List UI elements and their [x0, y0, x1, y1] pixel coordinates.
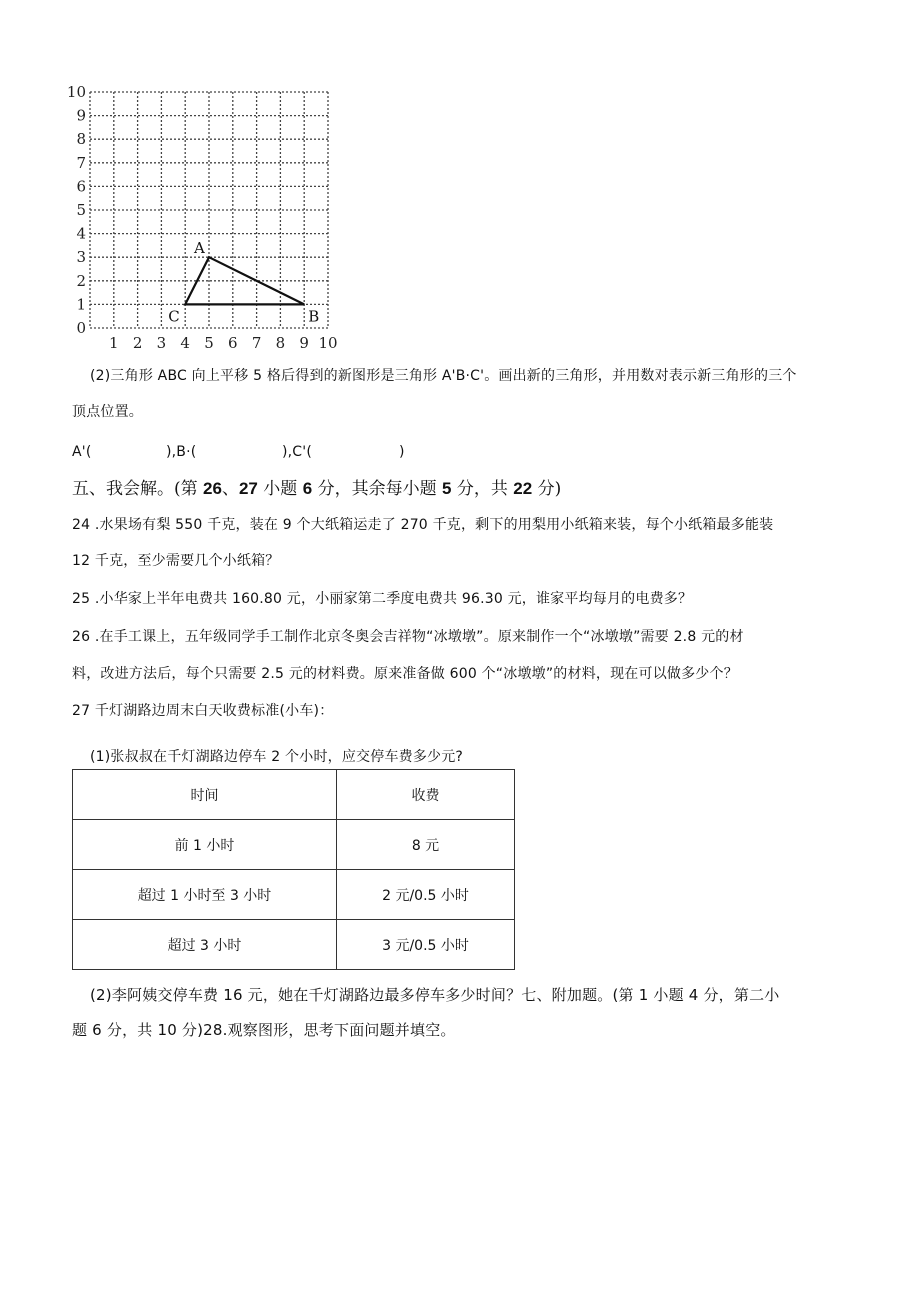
question-27-part1: (1)张叔叔在千灯湖路边停车 2 个小时，应交停车费多少元? [90, 749, 464, 765]
svg-text:3: 3 [156, 334, 167, 352]
cell-fee: 3 元/0.5 小时 [337, 920, 515, 970]
svg-text:5: 5 [204, 334, 214, 352]
heading-text: 小题 [257, 479, 303, 499]
header-time: 时间 [73, 770, 337, 820]
parking-fee-table [72, 769, 515, 970]
svg-text:2: 2 [132, 334, 143, 352]
heading-text: 分，其余每小题 [312, 479, 442, 499]
answer-close-paren: ) [399, 444, 405, 460]
svg-text:6: 6 [228, 334, 238, 352]
svg-text:6: 6 [76, 177, 86, 196]
question-27: 27 千灯湖路边周末白天收费标准(小车)： [72, 703, 334, 719]
heading-number: 5 [441, 479, 452, 498]
section-5-heading [72, 478, 561, 500]
question-27-part2-line1: (2)李阿姨交停车费 16 元，她在千灯湖路边最多停车多少时间？七、附加题。(第 1 小题 4 分，第二小 [90, 986, 780, 1004]
svg-text:10: 10 [318, 334, 338, 352]
heading-number: 27 [238, 479, 258, 498]
heading-text: 五、我会解。(第 [72, 479, 204, 499]
y-axis-labels [67, 83, 86, 337]
table-header-row [73, 770, 515, 820]
svg-text:4: 4 [180, 334, 190, 352]
heading-number: 26 [203, 479, 222, 498]
svg-text:9: 9 [76, 106, 86, 125]
question-26-line1: 26 .在手工课上，五年级同学手工制作北京冬奥会吉祥物“冰墩墩”。原来制作一个“冰墩墩”需要 2.8 元的材 [72, 629, 744, 645]
svg-text:0: 0 [76, 319, 86, 337]
grid-lines [90, 92, 328, 328]
cell-time: 超过 1 小时至 3 小时 [73, 870, 337, 920]
answer-c-prime-blank[interactable] [312, 442, 396, 462]
heading-text: 分，共 [451, 479, 514, 499]
heading-text: 、 [221, 479, 239, 499]
svg-text:8: 8 [275, 334, 286, 352]
point-label-c: C [168, 307, 180, 326]
answer-a-prime-label: A'( [72, 444, 92, 460]
question-24-line2: 12 千克，至少需要几个小纸箱？ [72, 553, 280, 569]
question-26-line2: 料，改进方法后，每个只需要 2.5 元的材料费。原来准备做 600 个“冰墩墩”的材料，现在可以做多少个？ [72, 666, 738, 682]
heading-number: 22 [513, 479, 533, 498]
cell-fee: 8 元 [337, 820, 515, 870]
table-row [73, 870, 515, 920]
translate-question-line1: (2)三角形 ABC 向上平移 5 格后得到的新图形是三角形 A'B·C'。画出新的三角形，并用数对表示新三角形的三个 [90, 368, 797, 384]
point-label-b: B [308, 307, 320, 326]
svg-text:4: 4 [76, 224, 86, 243]
svg-text:1: 1 [76, 295, 86, 314]
header-fee: 收费 [337, 770, 515, 820]
cell-time: 超过 3 小时 [73, 920, 337, 970]
table-row [73, 820, 515, 870]
table-row [73, 920, 515, 970]
answer-c-prime-label: ),C'( [282, 444, 312, 460]
svg-text:1: 1 [109, 334, 119, 352]
translate-question-line2: 顶点位置。 [72, 404, 143, 420]
answer-b-prime-blank[interactable] [196, 442, 280, 462]
answer-a-prime-blank[interactable] [92, 442, 164, 462]
svg-text:3: 3 [76, 248, 86, 267]
heading-text: 分) [532, 479, 562, 499]
heading-number: 6 [302, 479, 313, 498]
answer-b-prime-label: ),B·( [166, 444, 197, 460]
svg-text:8: 8 [76, 130, 86, 149]
svg-text:2: 2 [76, 271, 86, 290]
svg-text:10: 10 [66, 83, 86, 101]
cell-fee: 2 元/0.5 小时 [337, 870, 515, 920]
svg-text:7: 7 [76, 153, 86, 172]
question-25: 25 .小华家上半年电费共 160.80 元，小丽家第二季度电费共 96.30 元，谁家平均每月的电费多？ [72, 591, 693, 607]
svg-text:5: 5 [76, 201, 86, 219]
svg-text:9: 9 [299, 334, 309, 352]
coordinate-grid [62, 78, 352, 363]
cell-time: 前 1 小时 [73, 820, 337, 870]
question-27-part2-line2: 题 6 分，共 10 分)28.观察图形，思考下面问题并填空。 [72, 1021, 456, 1039]
x-axis-labels [109, 334, 338, 352]
svg-text:7: 7 [251, 334, 262, 352]
question-24-line1: 24 .水果场有梨 550 千克，装在 9 个大纸箱运走了 270 千克，剩下的用梨用小纸箱来装，每个小纸箱最多能装 [72, 517, 774, 533]
point-label-a: A [194, 239, 205, 258]
